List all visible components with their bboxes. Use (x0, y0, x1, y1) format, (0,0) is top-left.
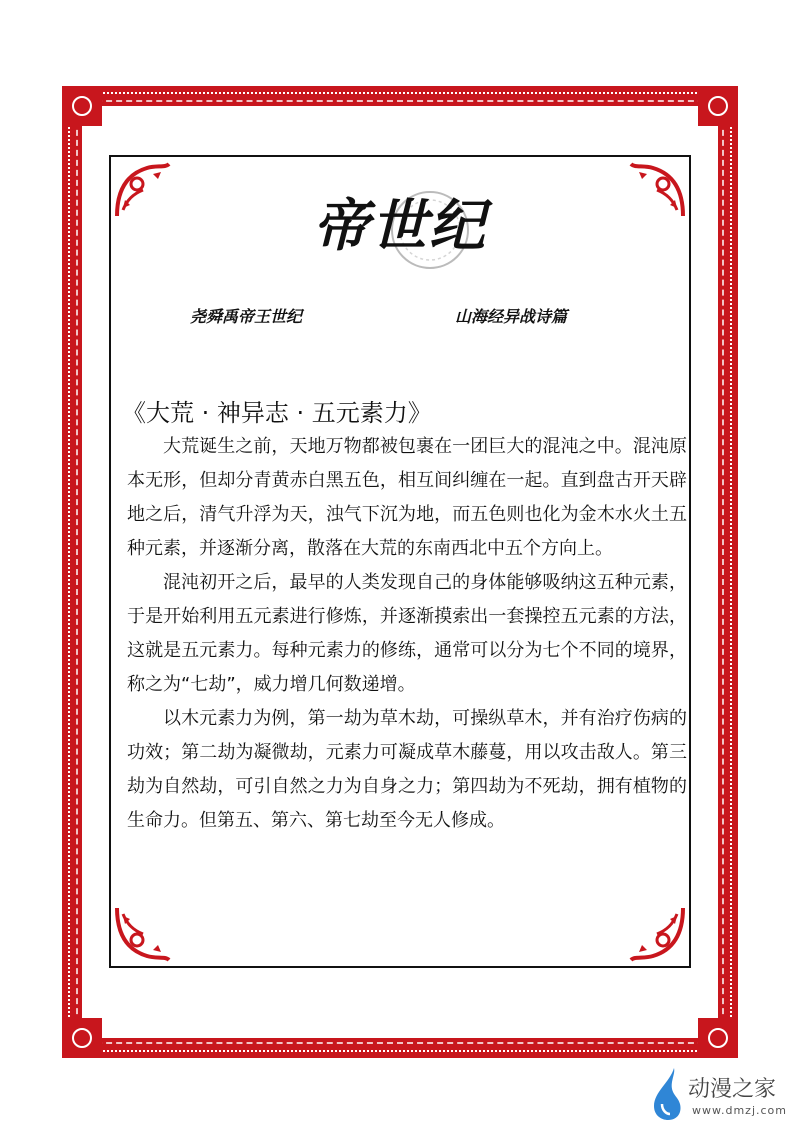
article-paragraph: 混沌初开之后，最早的人类发现自己的身体能够吸纳这五种元素，于是开始利用五元素进行修炼，并逐渐摸索出一套操控五元素的方法，这就是五元素力。每种元素力的修练，通常可以分为七个不同的境界，称之为“七劫”，威力增几何数递增。 (127, 572, 687, 695)
watermark-site-name: 动漫之家 (688, 1077, 777, 1102)
scroll-ornament-bottom-left (113, 904, 173, 964)
scroll-ornament-bottom-right (627, 904, 687, 964)
subtitle-left: 尧舜禹帝王世纪 (190, 307, 303, 326)
article-paragraph: 以木元素力为例，第一劫为草木劫，可操纵草木，并有治疗伤病的功效；第二劫为凝微劫，元素力可凝成草木藤蔓，用以攻击敌人。第三劫为自然劫，可引自然之力为自身之力；第四劫为不死劫，拥有植物的生命力。但第五、第六、第七劫至今无人修成。 (127, 708, 687, 831)
scroll-ornament-top-right (627, 160, 687, 220)
article-paragraph: 大荒诞生之前，天地万物都被包裹在一团巨大的混沌之中。混沌原本无形，但却分青黄赤白黑五色，相互间纠缠在一起。直到盘古开天辟地之后，清气升浮为天，浊气下沉为地，而五色则也化为金木水火土五种元素，并逐渐分离，散落在大荒的东南西北中五个方向上。 (127, 436, 687, 559)
scroll-ornament-top-left (113, 160, 173, 220)
corner-ornament-bottom-right (698, 1018, 738, 1058)
logo-calligraphy-text: 帝世纪 (313, 193, 487, 259)
title-logo (300, 170, 500, 280)
site-watermark (640, 1058, 800, 1131)
watermark-site-url: www.dmzj.com (692, 1104, 787, 1117)
corner-ornament-bottom-left (62, 1018, 102, 1058)
water-drop-icon (648, 1066, 684, 1122)
corner-ornament-top-left (62, 86, 102, 126)
article-heading: 《大荒 · 神异志 · 五元素力》 (122, 399, 432, 427)
subtitle-right: 山海经异战诗篇 (455, 307, 568, 326)
article-body (127, 430, 687, 838)
corner-ornament-top-right (698, 86, 738, 126)
